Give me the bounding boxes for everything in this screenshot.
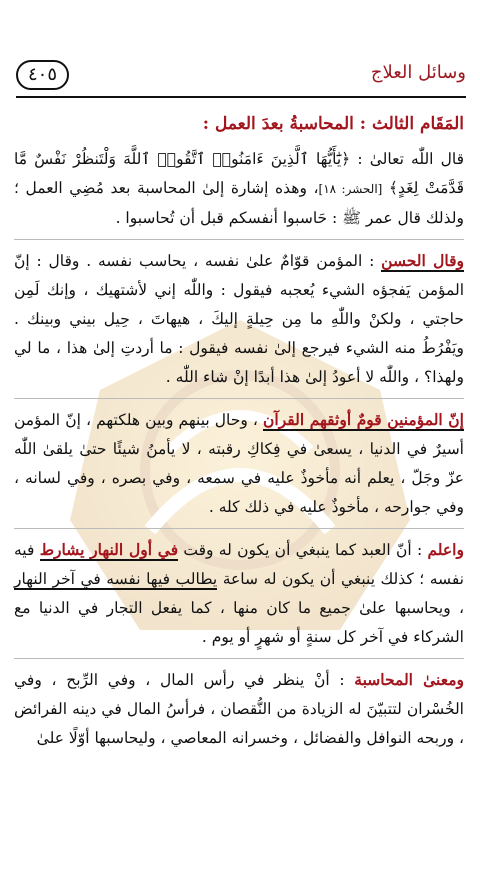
paragraph-3	[14, 405, 464, 522]
paragraph-1-rest: ، وهذه إشارة إلىٰ المحاسبة بعد مُضِي العمل ؛ ولذلك قال عمر ﷺ : حَاسبوا أنفسكم قبل أن تُحاسبوا .	[14, 179, 464, 227]
header-rule	[16, 96, 466, 98]
paragraph-4-lead: واعلم	[427, 540, 464, 559]
paragraph-5	[14, 665, 464, 753]
paragraph-4-underlined: يطالب فيها نفسه في آخر النهار	[14, 570, 218, 588]
running-title: وسائل العلاج	[370, 62, 466, 83]
verse-reference: [الحشر: ١٨]	[318, 182, 383, 196]
paragraph-2	[14, 246, 464, 392]
paragraph-5-lead: ومعنىٰ المحاسبة	[354, 670, 464, 689]
separator	[14, 658, 464, 659]
page-body	[14, 110, 464, 753]
paragraph-3-text: ، وحال بينهم وبين هلكتهم ، إنّ المؤمن أسيرٌ في الدنيا ، يسعىٰ في فِكاكِ رقبته ، لا يأمنُ شيئًا حتىٰ يلقىٰ اللّٰه عزّ وجَلّ ، يعلم أنه مأخوذٌ عليه في سمعه ، وفي بصره ، وفي لسانه ، وفي جوارحه ، مأخوذٌ عليه في ذلك كله .	[14, 411, 464, 516]
page-header	[10, 60, 470, 96]
separator	[14, 528, 464, 529]
section-heading: المَقَام الثالث : المحاسبةُ بعدَ العمل :	[202, 114, 464, 134]
separator	[14, 239, 464, 240]
paragraph-1	[14, 145, 464, 233]
paragraph-4-text-b: فيه نفسه ؛ كذلك ينبغي أن يكون له ساعة	[14, 541, 464, 588]
paragraph-5-text: : أنْ ينظر في رأس المال ، وفي الرِّبح ، وفي الخُسْران لتتبيّنَ له الزيادة من النُّقصان ، فرأسُ المال في دينه الفرائض ، وربحه النوافل والفضائل ، وخسرانه المعاصي ، وليحاسبها أوّلًا علىٰ	[14, 671, 464, 747]
paragraph-4-text-a: : أنّ العبد كما ينبغي أن يكون له وقت	[178, 541, 423, 559]
page-number: ٤٠٥	[16, 60, 69, 90]
paragraph-4-highlight: في أول النهار يشارط	[39, 540, 179, 559]
separator	[14, 398, 464, 399]
quran-quote: قال اللّٰه تعالىٰ : ﴿يَٰٓأَيُّهَا ٱلَّذِينَ ءَامَنُوا۟ ٱتَّقُوا۟ ٱللَّهَ وَلْتَنظُرْ نَفْسٌ مَّا قَدَّمَتْ لِغَدٍ﴾	[14, 150, 464, 197]
paragraph-4	[14, 535, 464, 652]
paragraph-4-text-c: ، ويحاسبها علىٰ جميع ما كان منها ، كما يفعل التجار في الدنيا مع الشركاء في آخر كل سنةٍ أو شهرٍ أو يوم .	[14, 599, 464, 646]
paragraph-2-lead: وقال الحسن	[381, 251, 464, 270]
paragraph-3-lead: إنّ المؤمنين قومٌ أوثقهم القرآن	[263, 410, 464, 429]
paragraph-2-text: : المؤمن قوّامٌ علىٰ نفسه ، يحاسب نفسه . وقال : إنّ المؤمن يَفجؤه الشيء يُعجبه فيقول : واللّٰه إني لأشتهيك ، وإنك لَمِن حاجتي ، ولكنْ واللّٰهِ ما مِن حِيلةٍ إليكَ ، هيهاتَ ، حِيل بيني وبينك . ويَفْرُطُ منه الشيء فيرجع إلىٰ نفسه فيقول : ما أردتِ إلىٰ هذا ، ما لي ولهذا؟ ، واللّٰه لا أعودُ إلىٰ هذا أبدًا إنْ شاء اللّٰه .	[14, 252, 464, 386]
